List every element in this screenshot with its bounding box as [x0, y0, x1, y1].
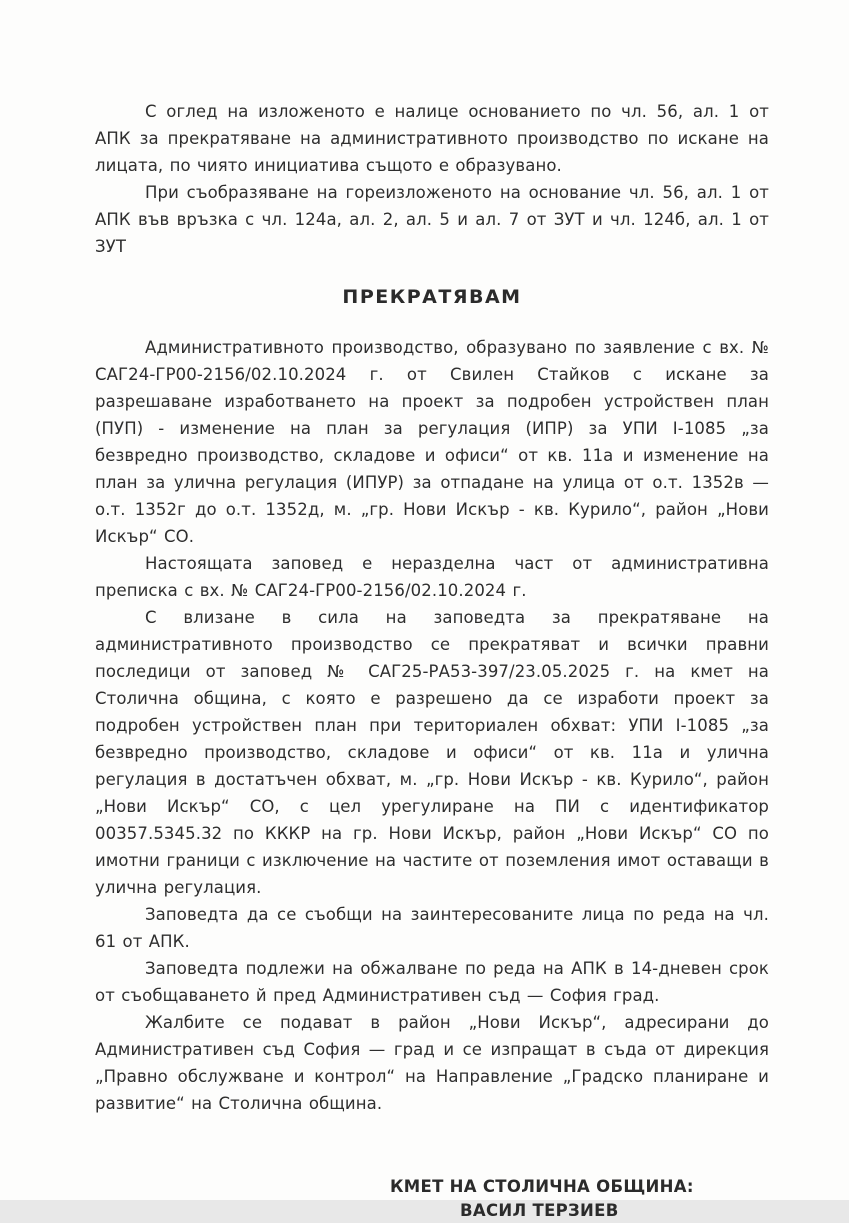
paragraph-body-6: Жалбите се подават в район „Нови Искър“, адресирани до Административен съд София — град и се изпращат в съда от дирекция „Правно обслужване и контрол“ на Направление „Градско планиране и развитие“ на Столична община.	[95, 1013, 769, 1113]
decision-heading: ПРЕКРАТЯВАМ	[342, 286, 522, 308]
paragraph-intro-2: При съобразяване на гореизложеното на основание чл. 56, ал. 1 от АПК във връзка с чл. 124а, ал. 2, ал. 5 и ал. 7 от ЗУТ и чл. 124б, ал. 1 от ЗУТ	[95, 183, 769, 256]
paragraph-body-3: С влизане в сила на заповедта за прекратяване на административното производство се прекратяват и всички правни последици от заповед № САГ25-РА53-397/23.05.2025 г. на кмет на Столична община, с която е разрешено да се изработи проект за подробен устройствен план при териториален обхват: УПИ I-1085 „за безвредно производство, складове и офиси“ от кв. 11а и улична регулация в достатъчен обхват, м. „гр. Нови Искър - кв. Курило“, район „Нови Искър“ СО, с цел урегулиране на ПИ с идентификатор 00357.5345.32 по КККР на гр. Нови Искър, район „Нови Искър“ СО по имотни граници с изключение на частите от поземления имот оставащи в улична регулация.	[95, 608, 769, 897]
signature-name: ВАСИЛ ТЕРЗИЕВ	[460, 1201, 619, 1220]
paragraph-body-2: Настоящата заповед е неразделна част от административна преписка с вх. № САГ24-ГР00-2156/02.10.2024 г.	[95, 554, 769, 600]
paragraph-body-1: Административното производство, образувано по заявление с вх. № САГ24-ГР00-2156/02.10.2024 г. от Свилен Стайков с искане за разрешаване изработването на проект за подробен устройствен план (ПУП) - изменение на план за регулация (ИПР) за УПИ I-1085 „за безвредно производство, складове и офиси“ от кв. 11а и изменение на план за улична регулация (ИПУР) за отпадане на улица от о.т. 1352в — о.т. 1352г до о.т. 1352д, м. „гр. Нови Искър - кв. Курило“, район „Нови Искър“ СО.	[95, 338, 769, 546]
paragraph-body-5: Заповедта подлежи на обжалване по реда на АПК в 14-дневен срок от съобщаването й пред Административен съд — София град.	[95, 959, 769, 1005]
signature-title: КМЕТ НА СТОЛИЧНА ОБЩИНА:	[390, 1177, 694, 1196]
paragraph-body-4: Заповедта да се съобщи на заинтересованите лица по реда на чл. 61 от АПК.	[95, 905, 769, 951]
signature-block	[390, 1175, 769, 1223]
paragraph-intro-1: С оглед на изложеното е налице основанието по чл. 56, ал. 1 от АПК за прекратяване на административното производство по искане на лицата, по чиято инициатива същото е образувано.	[95, 102, 769, 175]
